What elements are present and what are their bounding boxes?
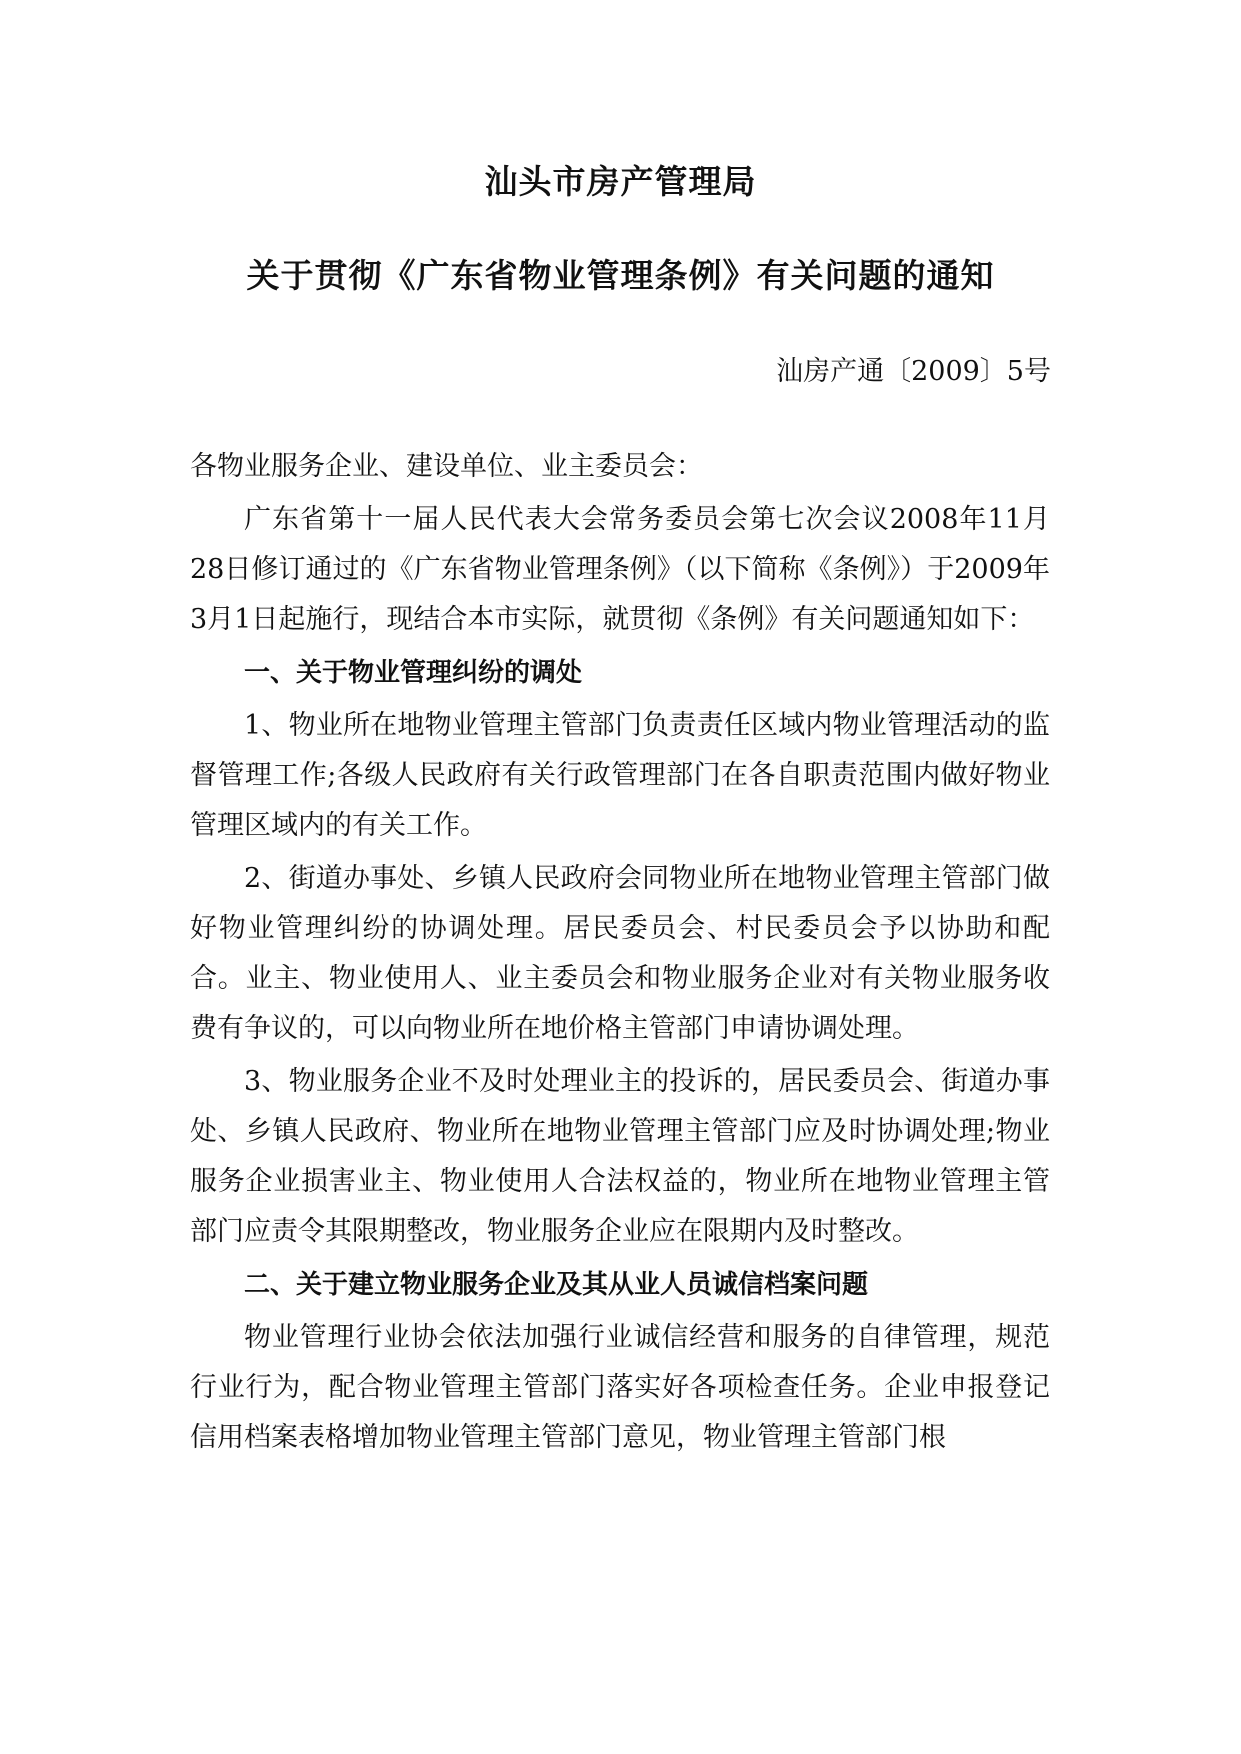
document-number: 汕房产通〔2009〕5号	[776, 356, 1051, 387]
section2-paragraph: 物业管理行业协会依法加强行业诚信经营和服务的自律管理，规范行业行为，配合物业管理主管部门落实好各项检查任务。企业申报登记信用档案表格增加物业管理主管部门意见，物业管理主管部门根	[190, 1322, 1050, 1453]
section1-item-3: 3、物业服务企业不及时处理业主的投诉的，居民委员会、街道办事处、乡镇人民政府、物业所在地物业管理主管部门应及时协调处理;物业服务企业损害业主、物业使用人合法权益的，物业所在地物业管理主管部门应责令其限期整改，物业服务企业应在限期内及时整改。	[190, 1066, 1050, 1247]
intro-paragraph: 广东省第十一届人民代表大会常务委员会第七次会议2008年11月28日修订通过的《广东省物业管理条例》（以下简称《条例》）于2009年3月1日起施行，现结合本市实际，就贯彻《条例》有关问题通知如下：	[190, 504, 1050, 635]
section1-item-2: 2、街道办事处、乡镇人民政府会同物业所在地物业管理主管部门做好物业管理纠纷的协调处理。居民委员会、村民委员会予以协助和配合。业主、物业使用人、业主委员会和物业服务企业对有关物业服务收费有争议的，可以向物业所在地价格主管部门申请协调处理。	[190, 863, 1050, 1044]
document-title-issuer: 汕头市房产管理局	[484, 162, 757, 201]
document-body	[190, 442, 1050, 1466]
section-heading-2: 二、关于建立物业服务企业及其从业人员诚信档案问题	[244, 1270, 869, 1300]
section-heading-1: 一、关于物业管理纠纷的调处	[244, 658, 583, 688]
document-title-subject: 关于贯彻《广东省物业管理条例》有关问题的通知	[246, 256, 995, 295]
salutation: 各物业服务企业、建设单位、业主委员会：	[190, 451, 703, 482]
section1-item-1: 1、物业所在地物业管理主管部门负责责任区域内物业管理活动的监督管理工作;各级人民政府有关行政管理部门在各自职责范围内做好物业管理区域内的有关工作。	[190, 710, 1050, 841]
